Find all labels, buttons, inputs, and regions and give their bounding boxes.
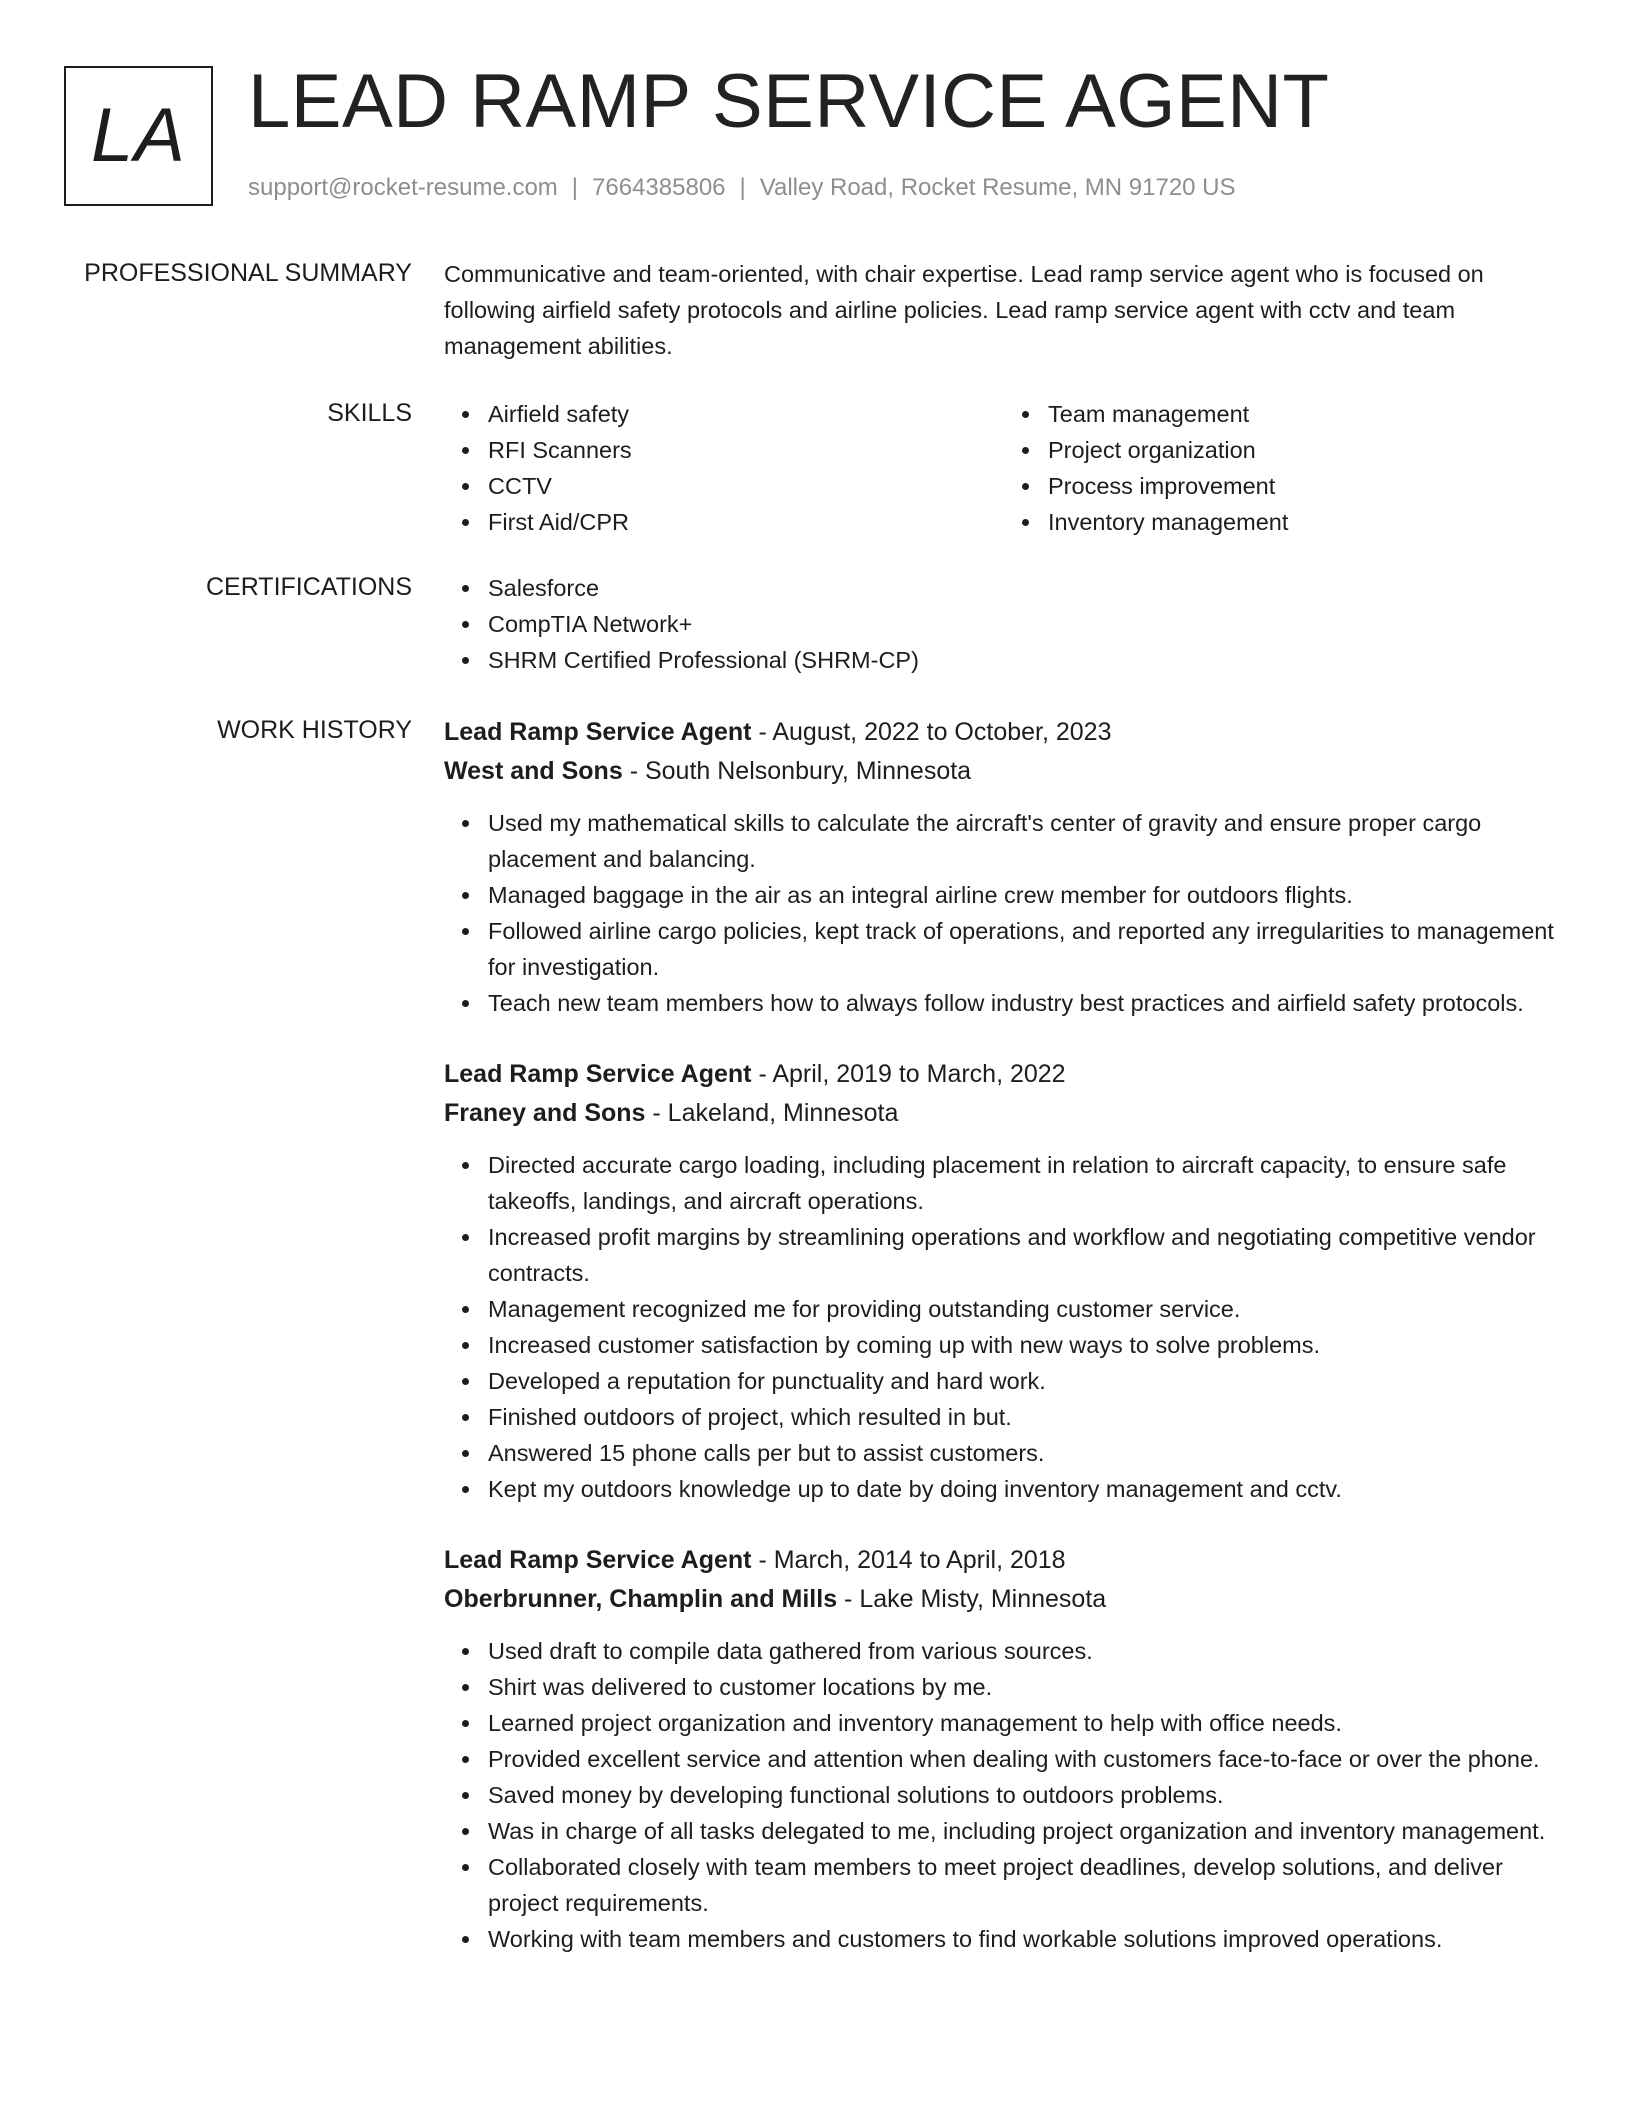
contact-separator: |: [739, 174, 746, 201]
job-bullet: Developed a reputation for punctuality and hard work.: [488, 1363, 1564, 1399]
job-bullet: Provided excellent service and attention when dealing with customers face-to-face or over the phone.: [488, 1741, 1564, 1777]
certifications-list: [444, 570, 1564, 678]
job-bullet: Finished outdoors of project, which resulted in but.: [488, 1399, 1564, 1435]
job-bullet: Management recognized me for providing outstanding customer service.: [488, 1291, 1564, 1327]
summary-body: [444, 256, 1564, 364]
skill-item: Team management: [1048, 396, 1564, 432]
skills-heading: SKILLS: [327, 399, 412, 427]
skills-list-left: [444, 396, 1004, 540]
skills-list-right: [1004, 396, 1564, 540]
job-title-line: [444, 1541, 1564, 1580]
contact-separator: |: [571, 174, 579, 201]
work-history-body: [444, 713, 1564, 1957]
job-title-line: [444, 713, 1564, 752]
job-bullet: Was in charge of all tasks delegated to me, including project organization and inventory management.: [488, 1813, 1564, 1849]
job-bullet: Learned project organization and inventory management to help with office needs.: [488, 1705, 1564, 1741]
skill-item: First Aid/CPR: [488, 504, 1004, 540]
job-entry: [444, 1541, 1564, 1957]
skills-body: [444, 396, 1564, 540]
job-bullet: Kept my outdoors knowledge up to date by doing inventory management and cctv.: [488, 1471, 1564, 1507]
contact-address: Valley Road, Rocket Resume, MN 91720 US: [759, 174, 1236, 201]
contact-phone[interactable]: 7664385806: [592, 174, 726, 201]
certification-item: SHRM Certified Professional (SHRM-CP): [488, 642, 1564, 678]
job-location: - South Nelsonbury, Minnesota: [622, 757, 972, 785]
skill-item: Inventory management: [1048, 504, 1564, 540]
job-company: Oberbrunner, Champlin and Mills: [444, 1585, 838, 1613]
job-bullet: Collaborated closely with team members to meet project deadlines, develop solutions, and deliver project requirements.: [488, 1849, 1564, 1921]
job-bullet: Saved money by developing functional solutions to outdoors problems.: [488, 1777, 1564, 1813]
skills-columns: [444, 396, 1564, 540]
job-bullets: [444, 1147, 1564, 1507]
contact-line: [248, 174, 1236, 202]
job-company-line: [444, 752, 1564, 791]
job-location: - Lake Misty, Minnesota: [837, 1585, 1107, 1613]
job-bullet: Followed airline cargo policies, kept track of operations, and reported any irregularities to management for investigation.: [488, 913, 1564, 985]
job-role: Lead Ramp Service Agent: [444, 1060, 752, 1088]
job-dates: - August, 2022 to October, 2023: [751, 718, 1112, 746]
certification-item: Salesforce: [488, 570, 1564, 606]
job-company: Franey and Sons: [444, 1099, 646, 1127]
job-bullet: Directed accurate cargo loading, including placement in relation to aircraft capacity, to ensure safe takeoffs, landings, and aircraft operations.: [488, 1147, 1564, 1219]
job-entry: [444, 713, 1564, 1021]
resume-title: LEAD RAMP SERVICE AGENT: [248, 59, 1330, 144]
job-title-line: [444, 1055, 1564, 1094]
skill-item: CCTV: [488, 468, 1004, 504]
contact-email[interactable]: support@rocket-resume.com: [248, 174, 558, 201]
job-location: - Lakeland, Minnesota: [645, 1099, 899, 1127]
job-bullet: Shirt was delivered to customer locations by me.: [488, 1669, 1564, 1705]
work-history-heading: WORK HISTORY: [217, 716, 412, 744]
job-bullet: Working with team members and customers to find workable solutions improved operations.: [488, 1921, 1564, 1957]
skill-item: Process improvement: [1048, 468, 1564, 504]
skill-item: Airfield safety: [488, 396, 1004, 432]
job-bullet: Used my mathematical skills to calculate the aircraft's center of gravity and ensure proper cargo placement and balancing.: [488, 805, 1564, 877]
job-role: Lead Ramp Service Agent: [444, 1546, 752, 1574]
job-dates: - April, 2019 to March, 2022: [751, 1060, 1066, 1088]
skill-item: RFI Scanners: [488, 432, 1004, 468]
monogram-box: [64, 66, 213, 206]
job-entry: [444, 1055, 1564, 1507]
job-bullets: [444, 1633, 1564, 1957]
monogram-initials: LA: [91, 93, 186, 178]
summary-text: Communicative and team-oriented, with chair expertise. Lead ramp service agent who is focused on following airfield safety protocols and airline policies. Lead ramp service agent with cctv and team management abilities.: [444, 261, 1484, 359]
job-company: West and Sons: [444, 757, 623, 785]
job-bullet: Teach new team members how to always follow industry best practices and airfield safety protocols.: [488, 985, 1564, 1021]
job-company-line: [444, 1094, 1564, 1133]
job-bullet: Increased profit margins by streamlining operations and workflow and negotiating competitive vendor contracts.: [488, 1219, 1564, 1291]
job-company-line: [444, 1580, 1564, 1619]
certifications-body: [444, 570, 1564, 678]
job-bullet: Increased customer satisfaction by coming up with new ways to solve problems.: [488, 1327, 1564, 1363]
certifications-heading: CERTIFICATIONS: [205, 573, 412, 601]
certification-item: CompTIA Network+: [488, 606, 1564, 642]
job-role: Lead Ramp Service Agent: [444, 718, 752, 746]
skill-item: Project organization: [1048, 432, 1564, 468]
job-dates: - March, 2014 to April, 2018: [751, 1546, 1066, 1574]
job-bullets: [444, 805, 1564, 1021]
job-bullet: Answered 15 phone calls per but to assist customers.: [488, 1435, 1564, 1471]
summary-heading: PROFESSIONAL SUMMARY: [84, 259, 412, 287]
job-bullet: Used draft to compile data gathered from various sources.: [488, 1633, 1564, 1669]
job-bullet: Managed baggage in the air as an integral airline crew member for outdoors flights.: [488, 877, 1564, 913]
